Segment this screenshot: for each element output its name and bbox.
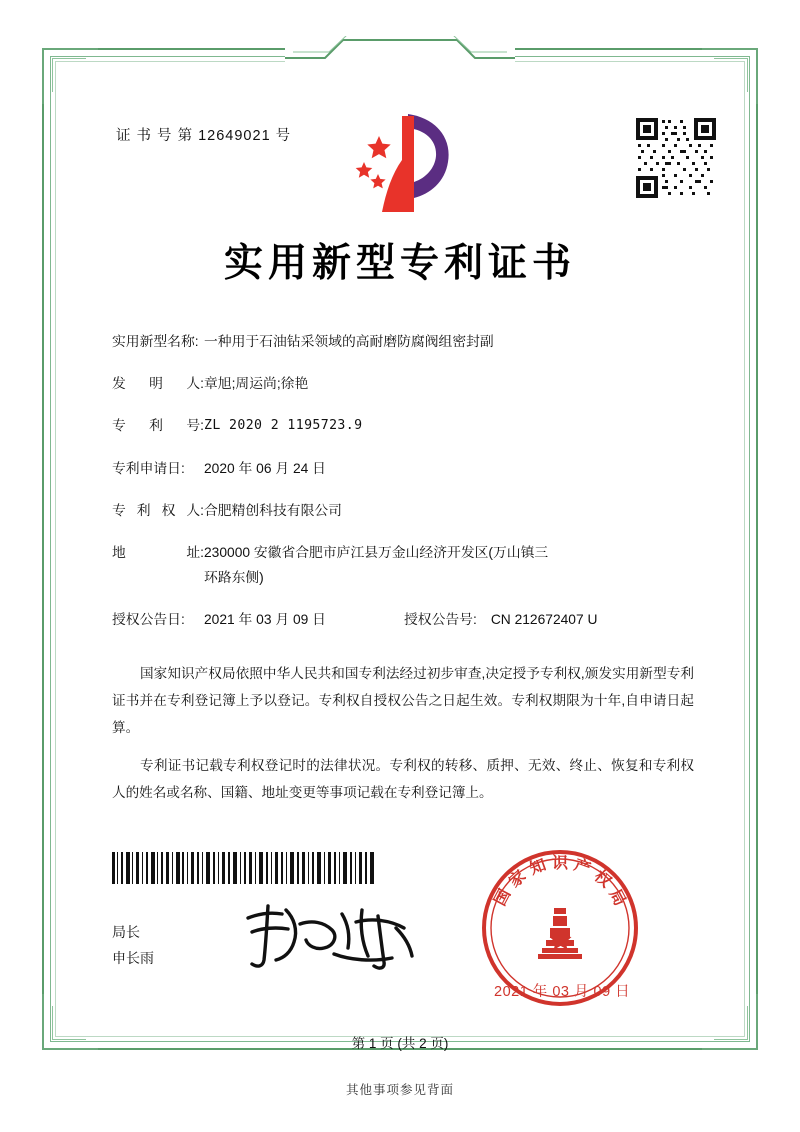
field-grant-announcement (112, 610, 692, 631)
barcode (112, 852, 374, 884)
director-label: 局长 (112, 924, 140, 940)
field-label-part: 人: (186, 502, 204, 518)
address-line-2: 环路东侧) (204, 569, 264, 585)
grant-date-label: 授权公告日: (112, 611, 185, 627)
field-label (112, 416, 204, 437)
field-value: 合肥精创科技有限公司 (204, 502, 342, 518)
field-label: 专利申请日: (112, 460, 185, 476)
field-utility-model-name (112, 332, 692, 353)
field-label-part: 利 (149, 418, 163, 434)
svg-text:产: 产 (571, 854, 594, 879)
field-value (204, 543, 692, 588)
field-label (112, 374, 204, 395)
field-label-part: 号: (186, 418, 204, 434)
field-patentee (112, 501, 692, 522)
svg-text:权: 权 (590, 866, 616, 891)
director-signature-block (112, 920, 154, 972)
address-line-1: 230000 安徽省合肥市庐江县万金山经济开发区(万山镇三 (204, 544, 549, 560)
page-indicator: 第 1 页 (共 2 页) (351, 1036, 449, 1051)
field-label: 实用新型名称: (112, 334, 199, 349)
field-value: 章旭;周运尚;徐艳 (204, 376, 309, 392)
field-list (112, 332, 692, 652)
field-label (112, 543, 204, 564)
field-value: 2020 年 06 月 24 日 (204, 460, 326, 476)
field-label-part: 发 (112, 376, 126, 392)
field-application-date (112, 459, 692, 480)
field-label-part: 专 (112, 502, 126, 518)
field-label-part: 明 (149, 376, 163, 392)
handwritten-signature (238, 898, 424, 972)
field-patent-number (112, 416, 692, 437)
svg-text:国: 国 (490, 885, 515, 909)
footer-note: 其他事项参见背面 (345, 1083, 454, 1097)
legal-paragraph-2: 专利证书记载专利权登记时的法律状况。专利权的转移、质押、无效、终止、恢复和专利权人的姓名或名称、国籍、地址变更等事项记载在专利登记簿上。 (112, 757, 694, 800)
field-inventors (112, 374, 692, 395)
grant-date-value: 2021 年 03 月 09 日 (204, 611, 326, 627)
svg-text:家: 家 (504, 866, 530, 891)
certificate-number: 证 书 号 第 12649021 号 (116, 128, 292, 144)
field-value: ZL 2020 2 1195723.9 (204, 418, 363, 434)
qr-code (634, 116, 718, 200)
corner-ornament-top-left (42, 48, 98, 104)
svg-text:知: 知 (526, 854, 549, 879)
corner-ornament-top-right (702, 48, 758, 104)
legal-paragraph-1: 国家知识产权局依照中华人民共和国专利法经过初步审查,决定授予专利权,颁发实用新型专利证书并在专利登记簿上予以登记。专利权自授权公告之日起生效。专利权期限为十年,自申请日起算。 (112, 666, 694, 736)
top-center-ornament (285, 36, 515, 62)
grant-number-label: 授权公告号: (404, 611, 477, 627)
cnipa-patent-logo (352, 108, 456, 218)
page-title: 实用新型专利证书 (223, 240, 576, 286)
director-name: 申长雨 (112, 949, 154, 966)
svg-text:局: 局 (605, 885, 630, 909)
field-label-part: 利 (136, 502, 151, 518)
legal-text (112, 660, 694, 816)
grant-number-value: CN 212672407 U (490, 611, 598, 627)
field-label-part: 址: (186, 544, 204, 560)
field-label-part: 人: (186, 376, 204, 392)
field-label-part: 专 (112, 418, 126, 434)
field-value: 一种用于石油钻采领域的高耐磨防腐阀组密封副 (204, 334, 494, 349)
field-label-part: 权 (161, 502, 176, 518)
field-label (112, 501, 204, 522)
svg-text:识: 识 (551, 853, 569, 872)
field-label-part: 地 (112, 544, 126, 560)
field-address (112, 543, 692, 588)
seal-date: 2021 年 03 月 09 日 (494, 984, 631, 1000)
